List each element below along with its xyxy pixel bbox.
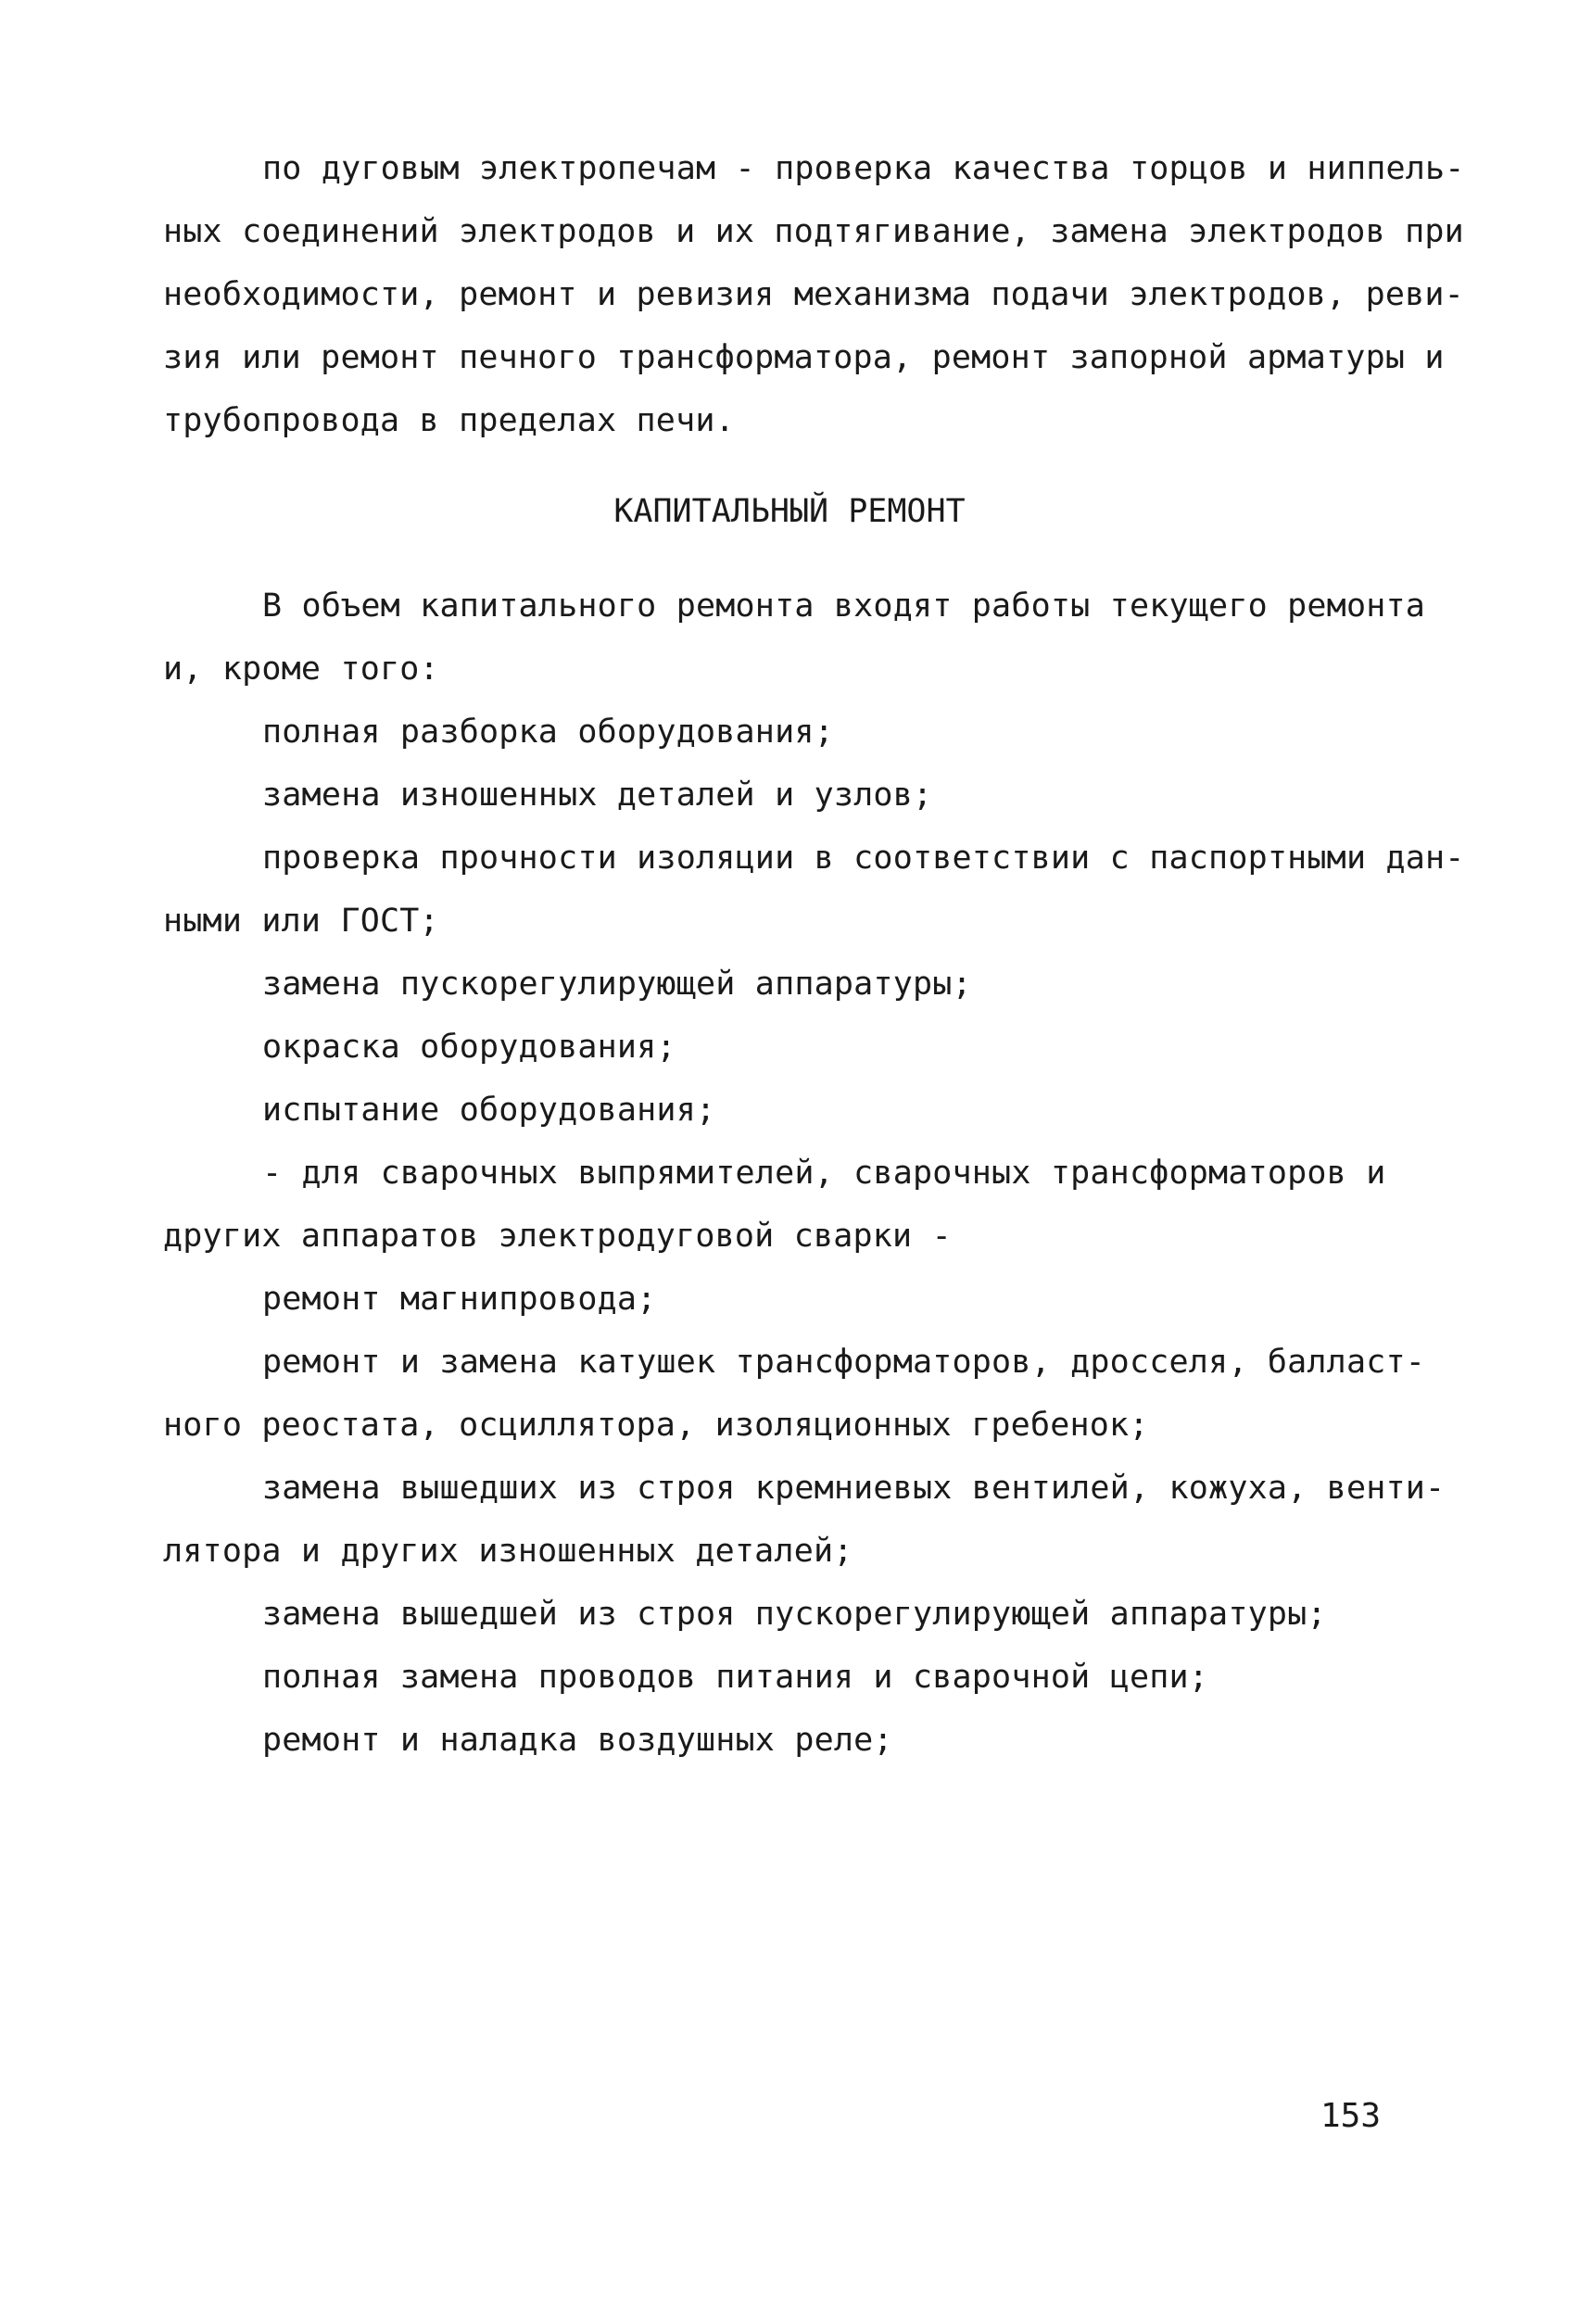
list-item: испытание оборудования; (262, 1092, 716, 1129)
subsection-intro-continuation: других аппаратов электродуговой сварки - (163, 1218, 952, 1255)
list-item: ремонт магнипровода; (262, 1281, 657, 1318)
list-item: окраска оборудования; (262, 1029, 676, 1066)
intro-line-2: ных соединений электродов и их подтягивание, замена электродов при (163, 213, 1464, 250)
intro-line-5: трубопровода в пределах печи. (163, 402, 735, 439)
subsection-intro: - для сварочных выпрямителей, сварочных трансформаторов и (262, 1155, 1386, 1192)
list-item: замена вышедших из строя кремниевых вентилей, кожуха, венти- (262, 1470, 1446, 1507)
section-line-2: и, кроме того: (163, 650, 439, 688)
intro-line-3: необходимости, ремонт и ревизия механизма подачи электродов, реви- (163, 276, 1464, 313)
list-item-continuation: ного реостата, осциллятора, изоляционных гребенок; (163, 1407, 1149, 1444)
list-item: полная замена проводов питания и сварочной цепи; (262, 1659, 1209, 1696)
section-line-1: В объем капитального ремонта входят работы текущего ремонта (262, 587, 1426, 625)
page-number: 153 (1320, 2097, 1382, 2135)
intro-line-1: по дуговым электропечам - проверка качества торцов и ниппель- (262, 150, 1465, 187)
list-item: ремонт и наладка воздушных реле; (262, 1722, 893, 1759)
list-item-continuation: лятора и других изношенных деталей; (163, 1533, 853, 1570)
list-item: замена пускорегулирующей аппаратуры; (262, 966, 972, 1003)
list-item-continuation: ными или ГОСТ; (163, 903, 439, 940)
section-heading: КАПИТАЛЬНЫЙ РЕМОНТ (613, 493, 966, 530)
list-item: полная разборка оборудования; (262, 714, 834, 751)
list-item: замена изношенных деталей и узлов; (262, 777, 933, 814)
list-item: ремонт и замена катушек трансформаторов, дросселя, балласт- (262, 1344, 1426, 1381)
list-item: проверка прочности изоляции в соответствии с паспортными дан- (262, 840, 1465, 877)
list-item: замена вышедшей из строя пускорегулирующей аппаратуры; (262, 1596, 1327, 1633)
intro-line-4: зия или ремонт печного трансформатора, ремонт запорной арматуры и (163, 339, 1445, 376)
